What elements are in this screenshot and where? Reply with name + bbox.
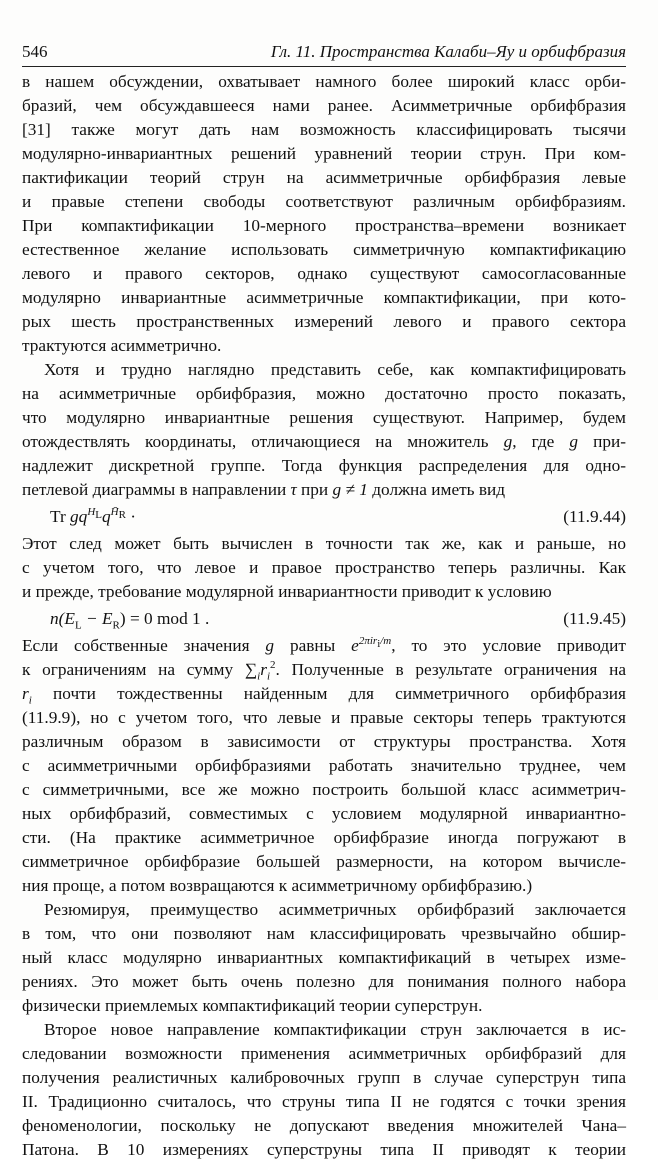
equation-number: (11.9.44) — [563, 507, 626, 526]
eq-part: 2 — [270, 659, 276, 672]
eq-part: ∑ — [244, 660, 258, 679]
text-line: Резюмируя, преимущество асимметричных орбифбразий заключается — [44, 900, 626, 919]
symbol-tau: τ — [290, 480, 297, 499]
text-line: При компактификации 10-мерного пространства–времени возникает — [22, 216, 626, 235]
eq-part: ) = 0 mod 1 . — [119, 609, 210, 628]
text-line: и прежде, требование модулярной инвариантности приводит к условию — [22, 582, 552, 601]
eq-part: i — [266, 670, 270, 683]
text-line: ных орбифбразий, совместимых с условием модулярной инвариантно- — [22, 804, 626, 823]
text-line: на асимметричные орбифбразия, можно достаточно просто показать, — [22, 384, 626, 403]
text-line: естественное желание использовать симметричную компактификацию — [22, 240, 626, 259]
text-line: следовании возможности применения асимметричных орбифбразий для — [22, 1044, 626, 1063]
running-head — [22, 39, 626, 65]
text-line: пактификации теорий струн на асимметричные орбифбразия левые — [22, 168, 626, 187]
equation-number: (11.9.45) — [563, 609, 626, 628]
eq-part: i — [28, 694, 32, 707]
paragraph-2 — [22, 358, 626, 502]
line-segment: петлевой диаграммы в направлении — [22, 480, 287, 499]
text-line: получения реалистичных калибровочных групп в случае суперструн типа — [22, 1068, 626, 1087]
text-line: (11.9.9), но с учетом того, что левые и правые секторы теперь трактуются — [22, 708, 626, 727]
eq-part: gq — [70, 507, 88, 526]
page-body — [22, 70, 626, 1162]
equation-11-9-45 — [22, 604, 626, 634]
line-segment: при- — [593, 432, 626, 451]
paragraph-3 — [22, 532, 626, 604]
line-segment: , то это условие приводит — [391, 636, 626, 655]
text-line: бразий, чем обсуждавшееся нами ранее. Асимметричные орбифбразия — [22, 96, 626, 115]
paragraph-5 — [22, 898, 626, 1018]
eq-part: L — [95, 509, 102, 522]
text-line: отождествлять координаты, отличающиеся на множитель g, где g при- — [22, 432, 626, 451]
line-segment: Если собственные значения — [22, 636, 250, 655]
text-line: левого и правого секторов, однако существуют самосогласованные — [22, 264, 626, 283]
eq-part: · — [125, 507, 137, 526]
text-line — [22, 682, 626, 706]
text-line: симметричное орбифбразие большей размерности, на котором вычисле- — [22, 852, 626, 871]
text-line: надлежит дискретной группе. Тогда функция распределения для одно- — [22, 456, 626, 475]
equation-formula — [50, 607, 209, 631]
header-rule — [22, 66, 626, 67]
eq-part: H — [87, 506, 96, 519]
chapter-title: Гл. 11. Пространства Калаби–Яу и орбифбразия — [270, 42, 626, 61]
text-line: различным образом в зависимости от структуры пространства. Хотя — [22, 732, 626, 751]
eq-part: − E — [81, 609, 113, 628]
text-line: в нашем обсуждении, охватывает намного более широкий класс орби- — [22, 72, 626, 91]
eq-part: i — [257, 670, 261, 683]
eq-part: H̄ — [110, 506, 119, 519]
text-line: II. Традиционно считалось, что струны типа II не годятся с точки зрения — [22, 1092, 626, 1111]
eq-part: i — [377, 638, 381, 651]
paragraph-1 — [22, 70, 626, 358]
eq-part: L — [74, 619, 82, 632]
text-line — [22, 478, 626, 502]
text-line: Этот след может быть вычислен в точности так же, как и раньше, но — [22, 534, 626, 553]
equation-11-9-44 — [22, 502, 626, 532]
text-line: трактуются асимметрично. — [22, 336, 222, 355]
text-line: ный класс модулярно инвариантных компактификаций в четырех изме- — [22, 948, 626, 967]
text-line — [22, 634, 626, 658]
eq-part: r — [260, 660, 267, 679]
eq-part: 2πir — [358, 635, 378, 648]
paragraph-4 — [22, 634, 626, 898]
text-line: Хотя и трудно наглядно представить себе, как компактифицировать — [44, 360, 626, 379]
eq-part: R — [118, 509, 126, 522]
line-segment: почти тождественны найденным для симметричного орбифбразия — [53, 684, 626, 703]
symbol-g: g — [569, 432, 579, 451]
line-segment: отождествлять координаты, отличающиеся на множитель — [22, 432, 489, 451]
line-segment: . Полученные в результате ограничения на — [275, 660, 627, 679]
line-segment: должна иметь вид — [372, 480, 506, 499]
text-line: модулярно инвариантные асимметричные компактификации, при кото- — [22, 288, 626, 307]
text-line: рых шесть пространственных измерений левого и правого сектора — [22, 312, 626, 331]
symbol-g: g — [265, 636, 275, 655]
paragraph-6 — [22, 1018, 626, 1162]
eq-part: q — [102, 507, 111, 526]
line-segment: где — [531, 432, 555, 451]
text-line: с учетом того, что левое и правое пространство теперь различны. Как — [22, 558, 626, 577]
equation-formula — [50, 505, 136, 529]
text-line: модулярно-инвариантных решений уравнений теории струн. При ком- — [22, 144, 626, 163]
text-line: Патона. В 10 измерениях суперструны типа II приводят к теории — [22, 1140, 626, 1159]
text-line — [22, 658, 626, 682]
line-segment: при — [301, 480, 329, 499]
eq-part: Tr — [50, 507, 66, 526]
text-line: и правые степени свободы соответствуют различным орбифбразиям. — [22, 192, 626, 211]
text-line: с асимметричными орбифбразиями работать значительно труднее, чем — [22, 756, 626, 775]
page-number: 546 — [22, 42, 48, 61]
eq-part: /m — [380, 635, 392, 648]
text-line: ния проще, а потом возвращаются к асимметричному орбифбразию.) — [22, 876, 533, 895]
text-line: сти. (На практике асимметричное орбифбразие иногда погружают в — [22, 828, 626, 847]
text-line: с симметричными, все же можно построить большой класс асимметрич- — [22, 780, 626, 799]
text-line: [31] также могут дать нам возможность классифицировать тысячи — [22, 120, 626, 139]
eq-part: r — [22, 684, 29, 703]
eq-part: n(E — [50, 609, 75, 628]
text-line: рениях. Это может быть очень полезно для понимания полного набора — [22, 972, 626, 991]
symbol-g-neq-1: g ≠ 1 — [332, 480, 368, 499]
text-line: феноменологии, поскольку не допускают введения множителей Чана– — [22, 1116, 626, 1135]
text-line: Второе новое направление компактификации струн заключается в ис- — [44, 1020, 626, 1039]
text-line: физически приемлемых компактификаций теории суперструн. — [22, 996, 483, 1015]
line-segment: к ограничениям на сумму — [22, 660, 234, 679]
line-segment: равны — [289, 636, 336, 655]
eq-part: R — [112, 619, 120, 632]
eq-part: e — [351, 636, 359, 655]
symbol-g: g — [503, 432, 513, 451]
text-line: что модулярно инвариантные решения существуют. Например, будем — [22, 408, 626, 427]
text-line: в том, что они позволяют нам классифицировать чрезвычайно обшир- — [22, 924, 626, 943]
